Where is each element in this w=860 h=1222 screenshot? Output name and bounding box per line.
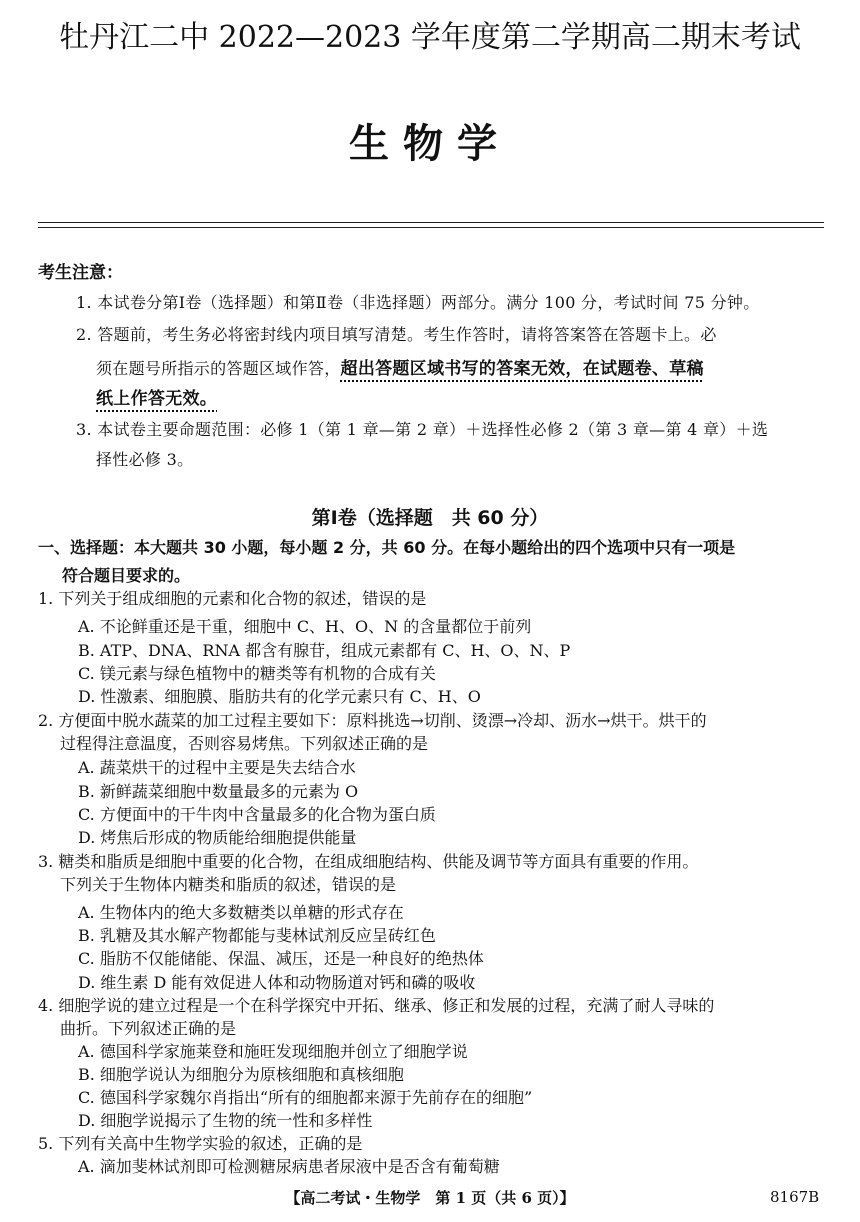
question-2-stem-cont: 过程得注意温度，否则容易烤焦。下列叙述正确的是 <box>60 734 429 753</box>
question-1-option-c: C. 镁元素与绿色植物中的糖类等有机物的合成有关 <box>78 664 436 683</box>
question-1-stem: 1. 下列关于组成细胞的元素和化合物的叙述，错误的是 <box>38 589 427 608</box>
question-2-stem: 2. 方便面中脱水蔬菜的加工过程主要如下：原料挑选→切削、烫漂→冷却、沥水→烘干。烘干的 <box>38 711 707 730</box>
question-3-option-a: A. 生物体内的绝大多数糖类以单糖的形式存在 <box>78 903 404 922</box>
question-4-option-b: B. 细胞学说认为细胞分为原核细胞和真核细胞 <box>78 1065 404 1084</box>
notice-item-2: 2. 答题前，考生务必将密封线内项目填写清楚。考生作答时，请将答案答在答题卡上。必 <box>76 325 717 344</box>
question-2-option-d: D. 烤焦后形成的物质能给细胞提供能量 <box>78 828 357 847</box>
notice-item-2-cont <box>96 354 704 379</box>
question-2-option-a: A. 蔬菜烘干的过程中主要是失去结合水 <box>78 758 356 777</box>
notice-item-3: 3. 本试卷主要命题范围：必修 1（第 1 章—第 2 章）＋选择性必修 2（第 3 章—第 4 章）＋选 <box>76 420 769 439</box>
question-1-option-a: A. 不论鲜重还是干重，细胞中 C、H、O、N 的含量都位于前列 <box>78 617 532 636</box>
notice-heading: 考生注意： <box>38 263 123 283</box>
question-4-option-c: C. 德国科学家魏尔肖指出“所有的细胞都来源于先前存在的细胞” <box>78 1088 533 1107</box>
question-4-stem: 4. 细胞学说的建立过程是一个在科学探究中开拓、继承、修正和发展的过程，充满了耐人寻味的 <box>38 996 715 1015</box>
question-3-stem: 3. 糖类和脂质是细胞中重要的化合物，在组成细胞结构、供能及调节等方面具有重要的作用。 <box>38 852 699 871</box>
question-2-option-c: C. 方便面中的干牛肉中含量最多的化合物为蛋白质 <box>78 805 436 824</box>
question-1-option-d: D. 性激素、细胞膜、脂肪共有的化学元素只有 C、H、O <box>78 687 481 706</box>
section-title: 第Ⅰ卷（选择题 共 60 分） <box>311 507 549 529</box>
notice-item-1: 1. 本试卷分第Ⅰ卷（选择题）和第Ⅱ卷（非选择题）两部分。满分 100 分，考试时间 75 分钟。 <box>76 293 760 312</box>
page-footer: 【高二考试・生物学 第 1 页（共 6 页）】 <box>285 1189 575 1207</box>
notice-item-2-text: 须在题号所指示的答题区域作答， <box>96 359 341 378</box>
question-2-option-b: B. 新鲜蔬菜细胞中数量最多的元素为 O <box>78 782 359 801</box>
notice-item-2-emphasis-end: 纸上作答无效。 <box>96 389 218 409</box>
subject-title: 生物学 <box>349 121 511 167</box>
question-5-stem: 5. 下列有关高中生物学实验的叙述，正确的是 <box>38 1134 363 1153</box>
paper-code: 8167B <box>770 1188 820 1206</box>
question-3-option-b: B. 乳糖及其水解产物都能与斐林试剂反应呈砖红色 <box>78 926 436 945</box>
question-3-option-c: C. 脂肪不仅能储能、保温、减压，还是一种良好的绝热体 <box>78 949 484 968</box>
notice-item-2-emphasis: 超出答题区域书写的答案无效，在试题卷、草稿 <box>340 359 704 379</box>
question-4-option-a: A. 德国科学家施莱登和施旺发现细胞并创立了细胞学说 <box>78 1042 468 1061</box>
question-4-stem-cont: 曲折。下列叙述正确的是 <box>60 1019 237 1038</box>
section-instruction-cont: 符合题目要求的。 <box>62 566 191 585</box>
top-divider <box>38 222 824 223</box>
question-5-option-a: A. 滴加斐林试剂即可检测糖尿病患者尿液中是否含有葡萄糖 <box>78 1157 500 1176</box>
question-3-option-d: D. 维生素 D 能有效促进人体和动物肠道对钙和磷的吸收 <box>78 973 476 992</box>
question-3-stem-cont: 下列关于生物体内糖类和脂质的叙述，错误的是 <box>60 875 397 894</box>
exam-title: 牡丹江二中 2022—2023 学年度第二学期高二期末考试 <box>59 20 801 55</box>
question-4-option-d: D. 细胞学说揭示了生物的统一性和多样性 <box>78 1111 373 1130</box>
top-divider-second <box>38 227 824 228</box>
section-instruction: 一、选择题：本大题共 30 小题，每小题 2 分，共 60 分。在每小题给出的四个选项中只有一项是 <box>38 538 736 557</box>
notice-item-3-cont: 择性必修 3。 <box>96 450 194 469</box>
question-1-option-b: B. ATP、DNA、RNA 都含有腺苷，组成元素都有 C、H、O、N、P <box>78 641 571 660</box>
